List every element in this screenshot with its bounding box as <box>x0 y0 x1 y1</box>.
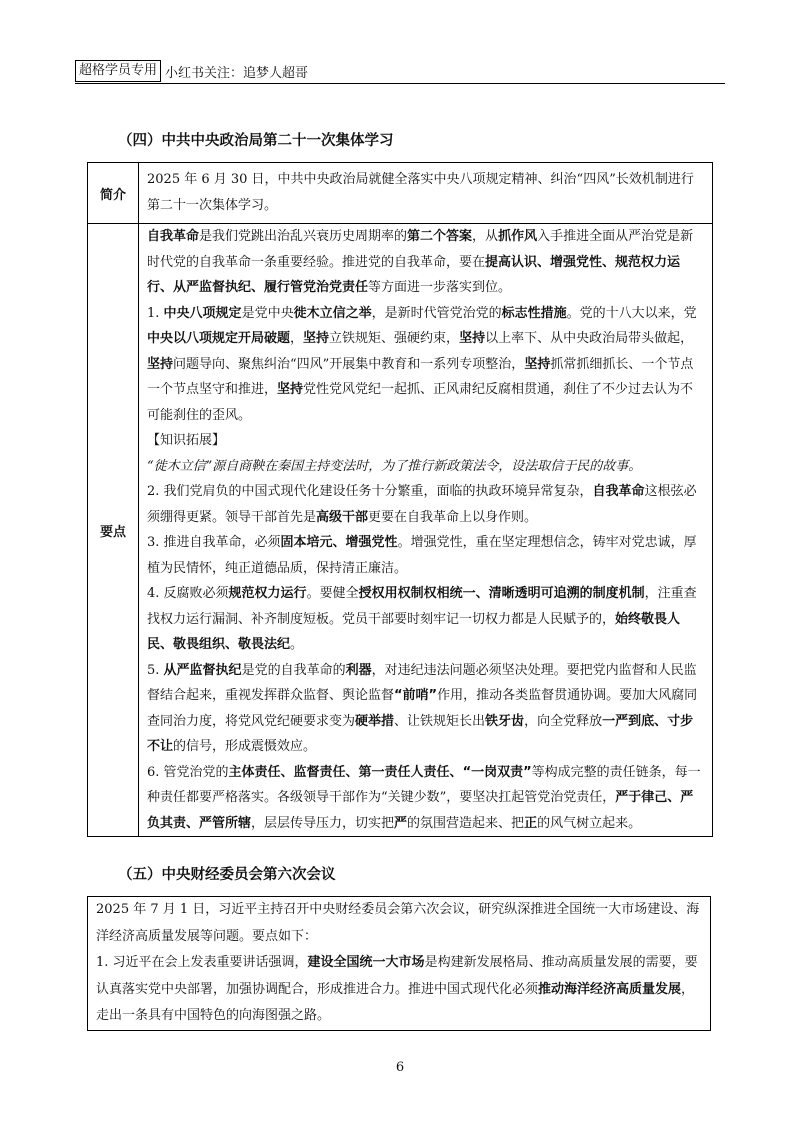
points-row <box>88 224 713 837</box>
paragraph-text: 6. 管党治党的 <box>147 764 229 780</box>
bold-text: 第二个答案 <box>407 229 473 244</box>
header-text: 小红书关注：追梦人超哥 <box>165 65 309 81</box>
page-header <box>75 60 308 82</box>
paragraph-text: 入手推进全面从严治党是新时代党的自我革命一条重要经验。推进党的自我革命，要在 <box>147 229 694 270</box>
paragraph-text: 等构成完整的责任链条，每一种责任都要严格落实。各级领导干部作为“关键少数”，要坚决扛起管党治党责任， <box>147 764 701 805</box>
paragraph-text: 。 <box>290 637 304 652</box>
bold-text: 坚持 <box>524 356 551 372</box>
paragraph-text: ，注重查找权力运行漏洞、补齐制度短板。党员干部要时刻牢记一切权力都是人民赋予的， <box>147 586 697 627</box>
bold-text: 坚持 <box>277 382 304 397</box>
paragraph-text: ，从 <box>472 229 499 244</box>
paragraph-text: 的氛围营造起来、把 <box>407 815 525 831</box>
paragraph-text: 1. 习近平在会上发表重要讲话强调， <box>96 955 308 970</box>
paragraph-text: 。党的十八大以来，党 <box>566 305 697 321</box>
bold-text: 利器 <box>345 662 372 678</box>
section-5-box <box>87 896 711 1031</box>
bold-text: 徙木立信之举 <box>293 305 372 321</box>
paragraph-text: 的信号，形成震慑效应。 <box>173 739 317 754</box>
paragraph-text: 抓常抓细抓长、一个节点一个节点坚守和推进， <box>147 356 694 397</box>
paragraph-text: 党性党风党纪一起抓、正风肃纪反腐相贯通，刹住了不少过去认为不可能刹住的歪风。 <box>147 382 694 423</box>
bold-text: 中央八项规定 <box>163 305 242 321</box>
point-paragraph-4 <box>147 581 704 658</box>
section-4-table <box>87 162 713 837</box>
knowledge-text: “徙木立信”源自商鞅在秦国主持变法时，为了推行新政策法令，设法取信于民的故事。 <box>147 458 642 474</box>
bold-text: “前哨” <box>394 688 438 703</box>
section-5-title: （五）中央财经委员会第六次会议 <box>118 867 336 883</box>
bold-text: 主体责任、监督责任、第一责任人责任、 <box>228 764 463 780</box>
header-tag: 超格学员专用 <box>75 60 161 82</box>
paragraph-text: 更要在自我革命上以身作则。 <box>368 509 538 525</box>
bold-text: 铁牙齿 <box>485 713 525 729</box>
bold-text: 始终敬畏人民、敬畏组织、敬畏法纪 <box>147 611 681 652</box>
bold-text: 硬举措 <box>355 713 395 729</box>
bold-text: 高级干部 <box>316 509 369 525</box>
bold-text: 固本培元、增强党性 <box>280 535 398 550</box>
bold-text: 从严监督执纪 <box>163 662 242 678</box>
paragraph-text: ，走出一条具有中国特色的向海图强之路。 <box>96 981 695 1023</box>
paragraph-text: ，是新时代管党治党的 <box>371 305 502 321</box>
bold-text: 建设全国统一大市场 <box>307 955 425 970</box>
paragraph-text: 这根弦必须绷得更紧。领导干部首先是 <box>147 484 697 525</box>
page-number: 6 <box>395 1060 405 1075</box>
paragraph-text: ，对违纪违法问题必须坚决处理。要把党内监督和人民监督结合起来，重视发挥群众监督、舆论监督 <box>147 662 697 703</box>
point-paragraph-2 <box>147 479 704 530</box>
intro-text: 2025 年 6 月 30 日，中共中央政治局就健全落实中央八项规定精神、纠治“四风”长效机制进行第二十一次集体学习。 <box>147 172 694 213</box>
paragraph-text: 作用，推动各类监督贯通协调。要加大风腐同查同治力度，将党风党纪硬要求变为 <box>147 688 698 729</box>
bold-text: 坚持 <box>303 331 330 346</box>
paragraph-text: ， <box>290 331 304 346</box>
paragraph-text: 等方面进一步落实到位。 <box>368 280 512 295</box>
bold-text: 自我革命 <box>592 484 645 499</box>
bold-text: 标志性措施 <box>501 305 567 321</box>
paragraph-text: 1. <box>147 305 164 321</box>
paragraph-text: 4. 反腐败必须 <box>147 586 229 601</box>
section-4-title: （四）中共中央政治局第二十一次集体学习 <box>118 133 394 149</box>
intro-label: 简介 <box>88 163 139 224</box>
paragraph-text: 是党中央 <box>241 305 294 321</box>
bold-text: 正 <box>524 815 538 831</box>
bold-text: 一严到底、寸步不让 <box>147 713 694 754</box>
knowledge-title: 【知识拓展】 <box>147 433 226 448</box>
point-paragraph-3 <box>147 530 704 581</box>
points-label: 要点 <box>88 224 139 837</box>
paragraph-text: ，向全党释放 <box>524 713 603 729</box>
paragraph-text: ，层层传导压力，切实把 <box>251 815 395 831</box>
paragraph-text: 3. 推进自我革命，必须 <box>147 535 281 550</box>
bold-text: 自我革命 <box>147 229 200 244</box>
paragraph-text: 2. 我们党肩负的中国式现代化建设任务十分繁重，面临的执政环境异常复杂， <box>147 484 593 499</box>
point-paragraph-0 <box>147 224 704 301</box>
paragraph-text: 。增强党性，重在坚定理想信念，铸牢对党忠诚，厚植为民情怀，纯正道德品质，保持清正廉洁。 <box>147 535 697 576</box>
bold-text: 严 <box>394 815 408 831</box>
section-5-point-1 <box>96 950 702 1030</box>
paragraph-text: 是我们党跳出治乱兴衰历史周期率的 <box>199 229 408 244</box>
bold-text: 抓作风 <box>498 229 538 244</box>
points-cell <box>139 224 713 837</box>
bold-text: 授权用权制权相统一、清晰透明可追溯的制度机制 <box>358 586 645 601</box>
bold-text: “一岗双责” <box>462 764 532 780</box>
intro-cell <box>139 163 713 224</box>
paragraph-text: 的风气树立起来。 <box>537 815 642 831</box>
paragraph-text: 问题导向、聚焦纠治“四风”开展集中教育和一系列专项整治， <box>173 356 525 372</box>
bold-text: 严于律己、严负其责、严管所辖 <box>147 790 694 831</box>
bold-text: 推动海洋经济高质量发展 <box>538 981 682 997</box>
point-paragraph-6 <box>147 760 704 837</box>
bold-text: 坚持 <box>459 331 486 346</box>
paragraph-text: 、让铁规矩长出 <box>394 713 486 729</box>
point-paragraph-5 <box>147 658 704 760</box>
section-5-intro: 2025 年 7 月 1 日，习近平主持召开中央财经委员会第六次会议，研究纵深推进全国统一大市场建设、海洋经济高质量发展等问题。要点如下： <box>96 902 700 944</box>
paragraph-text: 立铁规矩、强硬约束， <box>329 331 460 346</box>
paragraph-text: 是党的自我革命的 <box>241 662 346 678</box>
paragraph-text: 5. <box>147 662 164 678</box>
paragraph-text: 是构建新发展格局、推动高质量发展的需要，要认真落实党中央部署，加强协调配合，形成推进合力。推进中国式现代化必须 <box>96 955 698 997</box>
paragraph-text: 以上率下、从中央政治局带头做起， <box>485 331 694 346</box>
bold-text: 中央以八项规定开局破题 <box>147 331 291 346</box>
point-paragraph-1 <box>147 301 704 429</box>
bold-text: 提高认识、增强党性、规范权力运行、从严监督执纪、履行管党治党责任 <box>147 254 681 295</box>
bold-text: 规范权力运行 <box>228 586 307 601</box>
paragraph-text: 。要健全 <box>306 586 359 601</box>
header-rule <box>75 83 725 84</box>
intro-row <box>88 163 713 224</box>
bold-text: 坚持 <box>147 356 174 372</box>
